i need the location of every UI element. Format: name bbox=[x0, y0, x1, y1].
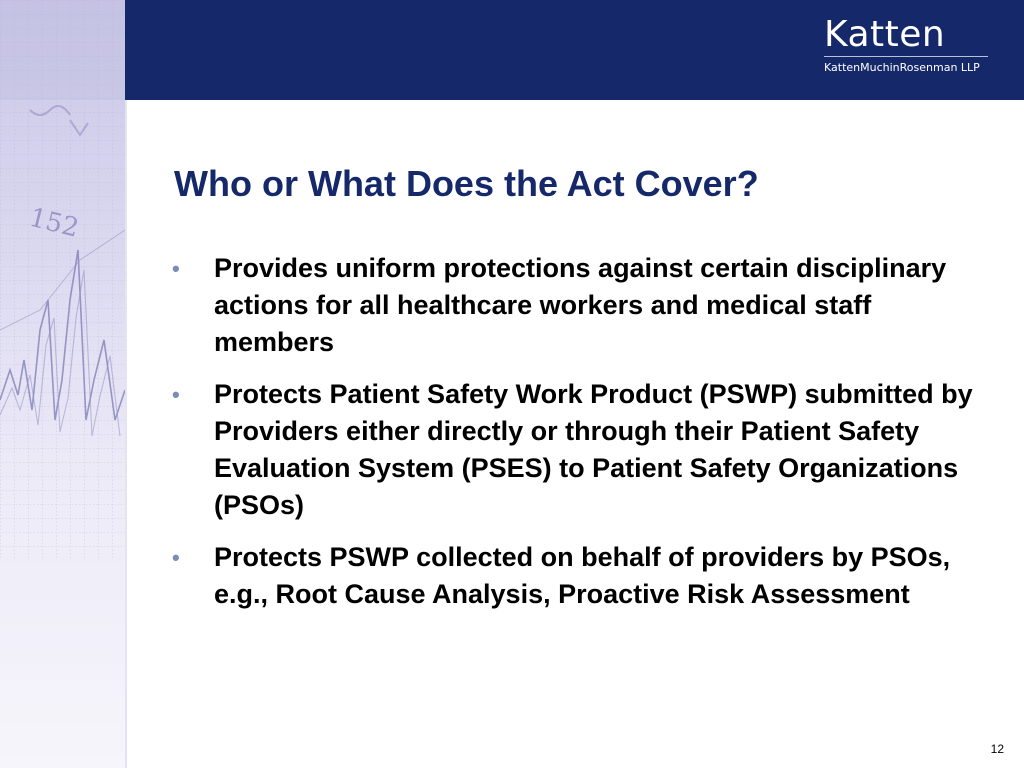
bullet-list bbox=[172, 250, 982, 628]
bullet-icon: • bbox=[172, 256, 180, 281]
logo-rule bbox=[824, 56, 988, 57]
bullet-icon: • bbox=[172, 545, 180, 570]
bullet-icon: • bbox=[172, 382, 180, 407]
katten-logo bbox=[824, 14, 988, 75]
logo-subtitle: KattenMuchinRosenman LLP bbox=[824, 61, 980, 74]
logo-name: Katten bbox=[824, 14, 946, 55]
ecg-label-text: 152 bbox=[26, 202, 82, 244]
strip-divider bbox=[125, 0, 127, 768]
decorative-ecg-strip bbox=[0, 0, 125, 768]
slide-title: Who or What Does the Act Cover? bbox=[174, 163, 759, 204]
ecg-chart-image bbox=[0, 0, 125, 768]
bullet-text: Protects Patient Safety Work Product (PSWP) submitted by Providers either directly or through their Patient Safety Evaluation System (PSES) to Patient Safety Organizations (PSOs) bbox=[214, 379, 973, 520]
bullet-item bbox=[172, 376, 982, 524]
bullet-item bbox=[172, 539, 982, 613]
bullet-item bbox=[172, 250, 982, 361]
bullet-text: Provides uniform protections against certain disciplinary actions for all healthcare workers and medical staff members bbox=[214, 253, 947, 357]
page-number: 12 bbox=[990, 742, 1004, 756]
header-band bbox=[125, 0, 1024, 100]
bullet-text: Protects PSWP collected on behalf of providers by PSOs, e.g., Root Cause Analysis, Proactive Risk Assessment bbox=[214, 542, 951, 609]
